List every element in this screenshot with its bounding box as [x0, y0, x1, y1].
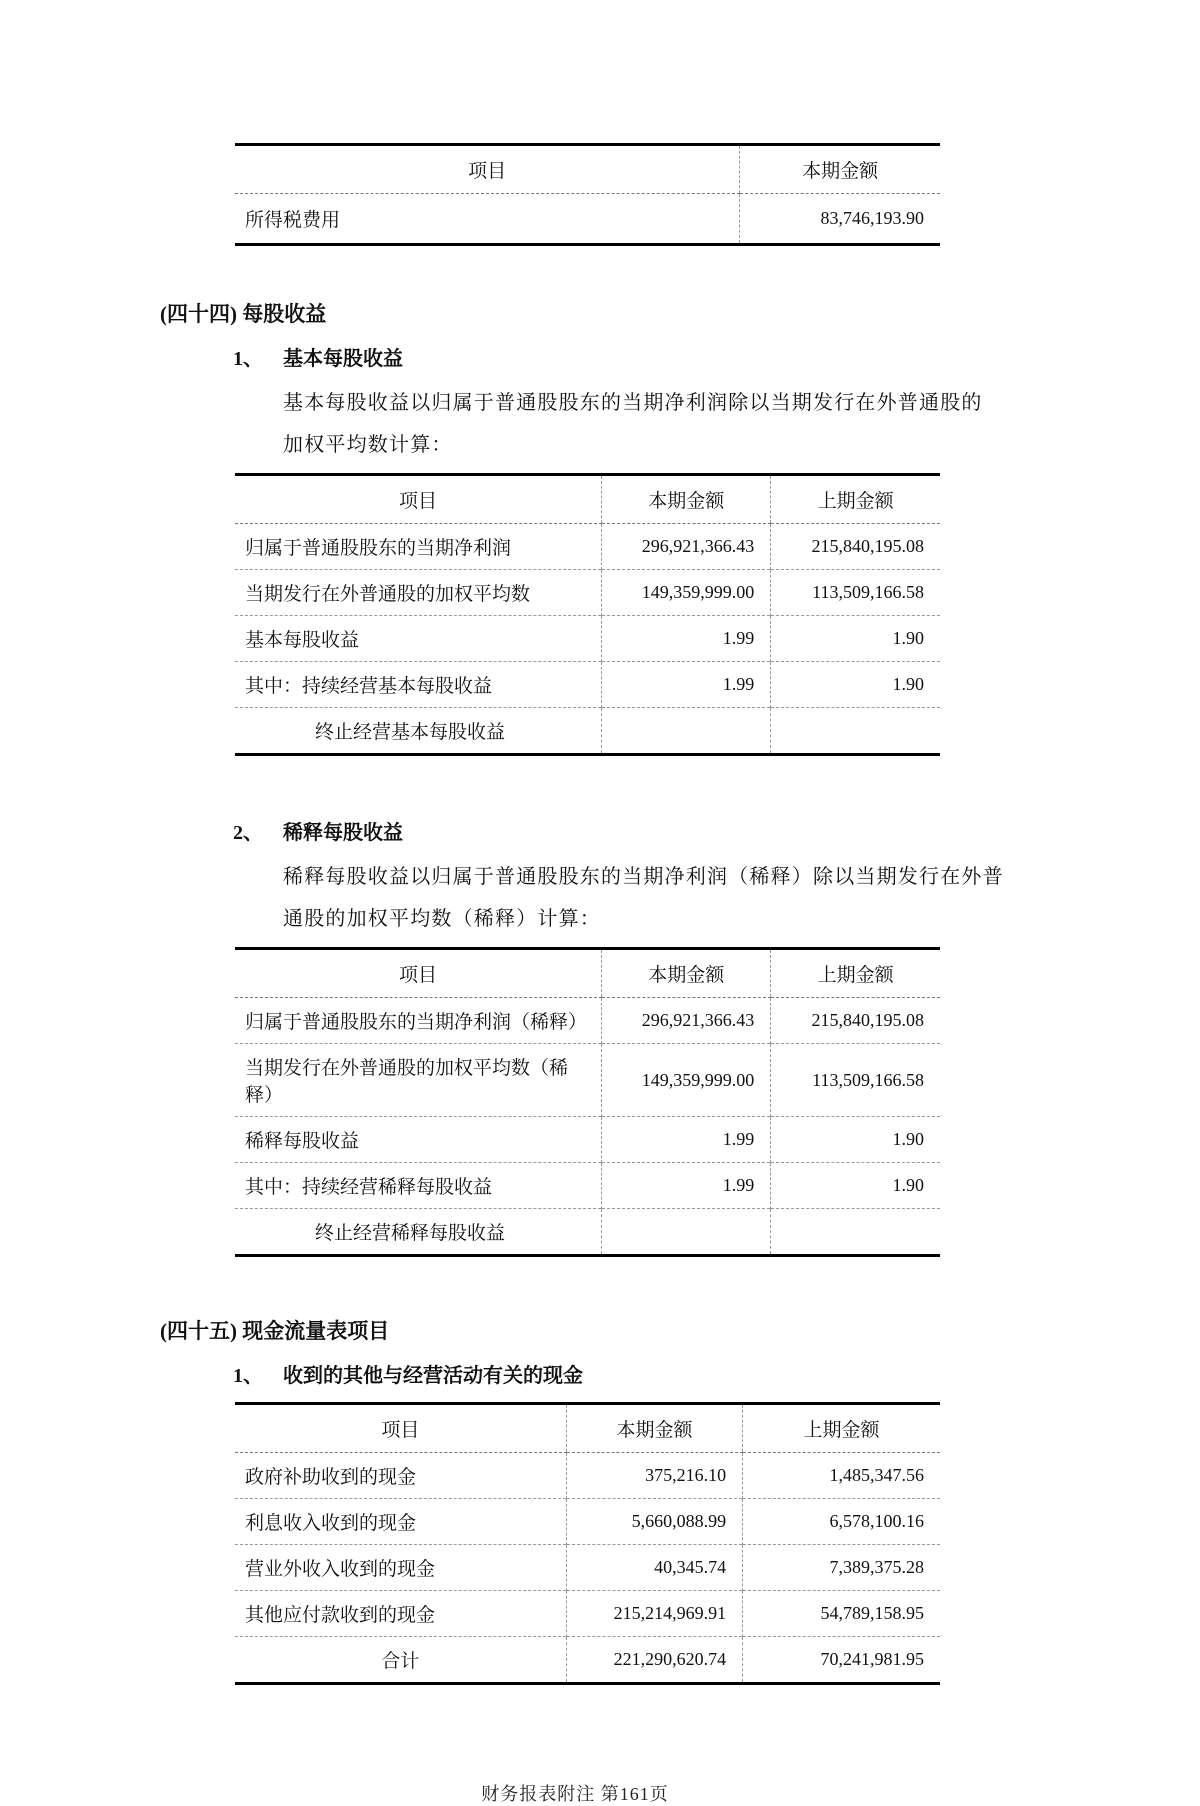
table-row — [235, 1545, 940, 1591]
row-amount-prior: 7,389,375.28 — [743, 1545, 940, 1591]
sub-heading-number: 2、 — [233, 822, 263, 844]
row-amount-current: 296,921,366.43 — [602, 998, 771, 1044]
row-amount-prior — [771, 1209, 940, 1256]
row-amount-current: 83,746,193.90 — [740, 194, 940, 245]
table-row — [235, 662, 940, 708]
paragraph-line: 通股的加权平均数（稀释）计算： — [283, 908, 601, 930]
column-header-item: 项目 — [235, 475, 602, 524]
section-heading-eps: (四十四) 每股收益 — [160, 302, 327, 326]
page-footer: 财务报表附注 第161页 — [481, 1784, 669, 1804]
table-row — [235, 1499, 940, 1545]
table-row-total — [235, 1637, 940, 1684]
paragraph-line: 稀释每股收益以归属于普通股股东的当期净利润（稀释）除以当期发行在外普 — [283, 866, 1004, 888]
row-label: 其中：持续经营稀释每股收益 — [235, 1163, 602, 1209]
row-amount-current: 1.99 — [602, 1117, 771, 1163]
row-amount-prior: 1.90 — [771, 616, 940, 662]
row-amount-current: 149,359,999.00 — [602, 570, 771, 616]
row-amount-current: 375,216.10 — [566, 1453, 742, 1499]
table-row — [235, 708, 940, 755]
row-amount-prior: 113,509,166.58 — [771, 570, 940, 616]
row-amount-prior: 1.90 — [771, 1117, 940, 1163]
sub-heading-title: 收到的其他与经营活动有关的现金 — [283, 1365, 583, 1387]
row-amount-current: 5,660,088.99 — [566, 1499, 742, 1545]
paragraph-line: 加权平均数计算： — [283, 434, 453, 456]
column-header-item: 项目 — [235, 949, 602, 998]
table-header-row — [235, 475, 940, 524]
row-label: 当期发行在外普通股的加权平均数 — [235, 570, 602, 616]
row-amount-current: 215,214,969.91 — [566, 1591, 742, 1637]
table-row — [235, 1163, 940, 1209]
column-header-current: 本期金额 — [602, 949, 771, 998]
table-row — [235, 194, 940, 245]
column-header-current: 本期金额 — [566, 1404, 742, 1453]
column-header-prior: 上期金额 — [743, 1404, 940, 1453]
row-label: 营业外收入收到的现金 — [235, 1545, 566, 1591]
other-cash-table — [235, 1402, 940, 1685]
income-tax-table — [235, 143, 940, 246]
diluted-eps-paragraph — [283, 856, 1004, 940]
column-header-prior: 上期金额 — [771, 475, 940, 524]
table-row — [235, 524, 940, 570]
section-heading-cashflow: (四十五) 现金流量表项目 — [160, 1319, 390, 1343]
basic-eps-table — [235, 473, 940, 756]
sub-heading-other-cash — [233, 1359, 990, 1393]
table-row — [235, 1209, 940, 1256]
table-header-row — [235, 1404, 940, 1453]
row-amount-current: 296,921,366.43 — [602, 524, 771, 570]
row-label: 基本每股收益 — [235, 616, 602, 662]
row-amount-prior: 54,789,158.95 — [743, 1591, 940, 1637]
row-amount-current: 1.99 — [602, 1163, 771, 1209]
column-header-prior: 上期金额 — [771, 949, 940, 998]
row-label: 其中：持续经营基本每股收益 — [235, 662, 602, 708]
sub-heading-title: 基本每股收益 — [283, 348, 403, 370]
row-label: 利息收入收到的现金 — [235, 1499, 566, 1545]
row-amount-prior: 1.90 — [771, 1163, 940, 1209]
row-label: 终止经营基本每股收益 — [235, 708, 602, 755]
sub-heading-basic-eps — [233, 342, 990, 376]
table-row — [235, 616, 940, 662]
paragraph-line: 基本每股收益以归属于普通股股东的当期净利润除以当期发行在外普通股的 — [283, 392, 983, 414]
row-amount-current: 40,345.74 — [566, 1545, 742, 1591]
row-amount-current — [602, 1209, 771, 1256]
row-amount-current — [602, 708, 771, 755]
row-amount-prior: 215,840,195.08 — [771, 524, 940, 570]
row-amount-prior: 70,241,981.95 — [743, 1637, 940, 1684]
table-row — [235, 1044, 940, 1117]
row-amount-prior: 215,840,195.08 — [771, 998, 940, 1044]
sub-heading-number: 1、 — [233, 1365, 263, 1387]
row-amount-current: 1.99 — [602, 662, 771, 708]
basic-eps-paragraph — [283, 382, 983, 466]
row-label: 当期发行在外普通股的加权平均数（稀释） — [235, 1044, 602, 1117]
row-amount-current: 221,290,620.74 — [566, 1637, 742, 1684]
sub-heading-number: 1、 — [233, 348, 263, 370]
table-header-row — [235, 145, 940, 194]
table-header-row — [235, 949, 940, 998]
table-row — [235, 1591, 940, 1637]
row-label: 稀释每股收益 — [235, 1117, 602, 1163]
row-amount-current: 1.99 — [602, 616, 771, 662]
row-label: 政府补助收到的现金 — [245, 1467, 417, 1488]
row-label-total: 合计 — [235, 1637, 566, 1684]
column-header-current: 本期金额 — [740, 145, 940, 194]
diluted-eps-table — [235, 947, 940, 1257]
table-row — [235, 570, 940, 616]
row-label: 所得税费用 — [245, 210, 341, 231]
row-label: 归属于普通股股东的当期净利润（稀释） — [245, 1012, 588, 1033]
row-label: 终止经营稀释每股收益 — [235, 1209, 602, 1256]
row-amount-prior: 113,509,166.58 — [771, 1044, 940, 1117]
sub-heading-diluted-eps — [233, 816, 990, 850]
row-amount-current: 149,359,999.00 — [602, 1044, 771, 1117]
table-row — [235, 1117, 940, 1163]
table-row — [235, 998, 940, 1044]
row-amount-prior — [771, 708, 940, 755]
sub-heading-title: 稀释每股收益 — [283, 822, 403, 844]
row-amount-prior: 1.90 — [771, 662, 940, 708]
column-header-item: 项目 — [235, 1404, 566, 1453]
row-label: 归属于普通股股东的当期净利润 — [245, 538, 512, 559]
row-label: 其他应付款收到的现金 — [235, 1591, 566, 1637]
column-header-item: 项目 — [235, 145, 740, 194]
row-amount-prior: 6,578,100.16 — [743, 1499, 940, 1545]
column-header-current: 本期金额 — [602, 475, 771, 524]
table-row — [235, 1453, 940, 1499]
row-amount-prior: 1,485,347.56 — [743, 1453, 940, 1499]
